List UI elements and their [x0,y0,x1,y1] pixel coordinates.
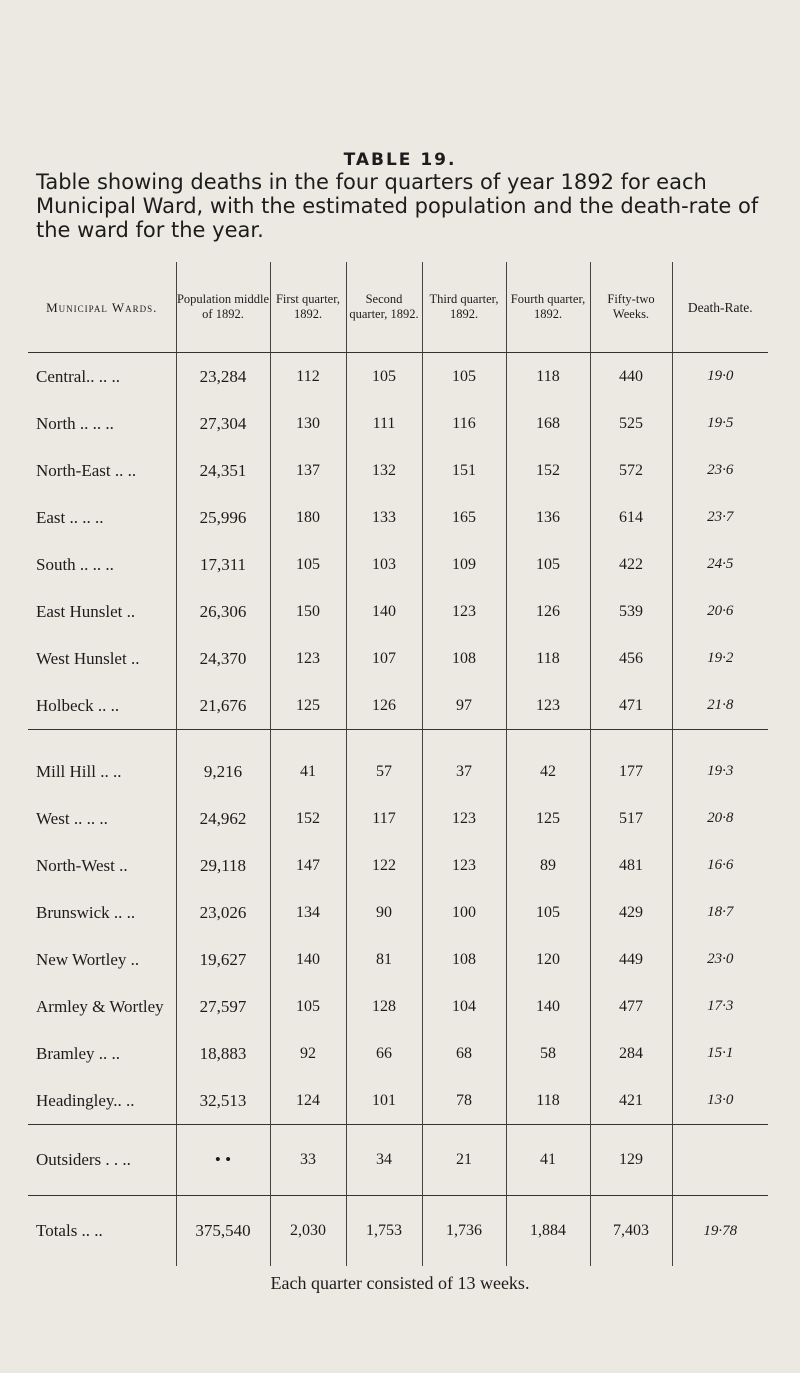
cell-q3: 105 [422,353,506,401]
cell-rate: 19·3 [672,730,768,796]
cell-rate: 13·0 [672,1077,768,1125]
cell-q3: 68 [422,1030,506,1077]
header-weeks: Fifty-two Weeks. [590,262,672,353]
outsiders-row [28,1125,768,1196]
cell-q3: 37 [422,730,506,796]
cell-weeks: 422 [590,541,672,588]
cell-q3: 104 [422,983,506,1030]
cell-ward: Headingley.. .. [28,1077,176,1125]
table-row [28,682,768,730]
cell-ward: North .. .. .. [36,413,114,433]
cell-ward: Totals .. .. [36,1221,103,1240]
cell-ward: Bramley .. .. [36,1043,121,1063]
cell-weeks: 481 [590,842,672,889]
ward-rows [28,353,768,1267]
cell-rate: 23·7 [672,494,768,541]
table-caption: Table showing deaths in the four quarters of year 1892 for each Municipal Ward, with the estimated population and the death-rate of the ward for the year. [36,170,759,242]
cell-q3: 100 [422,889,506,936]
cell-q1: 112 [270,353,346,401]
cell-q2: 81 [346,936,422,983]
cell-population: 24,351 [176,447,270,494]
cell-q4: 41 [506,1125,590,1196]
cell-weeks: 129 [590,1125,672,1196]
cell-q3: 109 [422,541,506,588]
cell-ward: East .. .. .. [36,507,104,527]
table-row [28,795,768,842]
table-row [28,936,768,983]
totals-row [28,1196,768,1267]
cell-weeks: 525 [590,400,672,447]
table-row [28,494,768,541]
cell-q1: 105 [270,983,346,1030]
table-row [28,541,768,588]
cell-population: 27,304 [176,400,270,447]
cell-q2: 1,753 [346,1196,422,1267]
cell-rate: 19·2 [672,635,768,682]
cell-q1: 41 [270,730,346,796]
cell-q2: 122 [346,842,422,889]
cell-ward: West .. .. .. [36,808,108,828]
cell-population: 9,216 [176,730,270,796]
cell-weeks: 477 [590,983,672,1030]
cell-q2: 128 [346,983,422,1030]
cell-q1: 2,030 [270,1196,346,1267]
cell-q2: 107 [346,635,422,682]
cell-rate: 20·6 [672,588,768,635]
cell-ward: Armley & Wortley [36,996,164,1016]
cell-q4: 126 [506,588,590,635]
cell-q2: 57 [346,730,422,796]
cell-rate: 16·6 [672,842,768,889]
cell-weeks: 449 [590,936,672,983]
cell-ward: New Wortley .. [36,949,140,969]
footnote: Each quarter consisted of 13 weeks. [270,1273,530,1293]
header-q2: Second quarter, 1892. [346,262,422,353]
cell-ward: South .. .. .. [36,554,114,574]
cell-q2: 34 [346,1125,422,1196]
cell-population: 26,306 [176,588,270,635]
cell-population: 29,118 [176,842,270,889]
table-row [28,588,768,635]
cell-q4: 42 [506,730,590,796]
cell-q1: 105 [270,541,346,588]
table-title: TABLE 19. [343,150,457,170]
cell-rate: 24·5 [672,541,768,588]
cell-ward: East Hunslet .. [36,601,136,621]
cell-q4: 168 [506,400,590,447]
cell-q4: 136 [506,494,590,541]
cell-ward: Holbeck .. .. [28,682,176,730]
cell-q2: 103 [346,541,422,588]
header-row [28,262,768,353]
cell-rate: 21·8 [672,682,768,730]
cell-weeks: 429 [590,889,672,936]
table-row [28,400,768,447]
cell-rate: 18·7 [672,889,768,936]
cell-rate: 19·0 [672,353,768,401]
cell-q3: 151 [422,447,506,494]
table-row [28,1030,768,1077]
cell-q2: 132 [346,447,422,494]
cell-q4: 118 [506,635,590,682]
cell-weeks: 421 [590,1077,672,1125]
cell-weeks: 177 [590,730,672,796]
cell-population: 21,676 [176,682,270,730]
cell-q1: 147 [270,842,346,889]
cell-q2: 66 [346,1030,422,1077]
header-rate: Death-Rate. [672,262,768,353]
cell-population: 23,026 [176,889,270,936]
table-row [28,889,768,936]
cell-population: 19,627 [176,936,270,983]
cell-population: 17,311 [176,541,270,588]
cell-q3: 116 [422,400,506,447]
cell-q4: 120 [506,936,590,983]
cell-q1: 137 [270,447,346,494]
table-row [28,353,768,401]
cell-q3: 108 [422,635,506,682]
cell-population: 32,513 [176,1077,270,1125]
cell-weeks: 614 [590,494,672,541]
cell-q4: 58 [506,1030,590,1077]
table-row [28,842,768,889]
table-row [28,447,768,494]
cell-q3: 123 [422,842,506,889]
cell-q2: 140 [346,588,422,635]
cell-q3: 123 [422,588,506,635]
cell-weeks: 456 [590,635,672,682]
cell-population: • • [176,1125,270,1196]
cell-q1: 140 [270,936,346,983]
cell-q3: 123 [422,795,506,842]
cell-q1: 125 [270,682,346,730]
cell-weeks: 517 [590,795,672,842]
cell-ward: North-West .. [36,855,128,875]
cell-q2: 117 [346,795,422,842]
cell-weeks: 539 [590,588,672,635]
cell-q4: 118 [506,1077,590,1125]
cell-q2: 126 [346,682,422,730]
cell-q2: 111 [346,400,422,447]
cell-ward: Mill Hill .. .. [36,761,122,781]
cell-q1: 150 [270,588,346,635]
cell-ward: Outsiders . . .. [28,1125,176,1196]
cell-q1: 123 [270,635,346,682]
cell-q2: 133 [346,494,422,541]
table-row [28,983,768,1030]
cell-population: 375,540 [176,1196,270,1267]
cell-rate [672,1125,768,1196]
cell-population: 23,284 [176,353,270,401]
cell-q1: 33 [270,1125,346,1196]
cell-q4: 152 [506,447,590,494]
cell-q1: 124 [270,1077,346,1125]
table-row [28,730,768,796]
cell-q1: 92 [270,1030,346,1077]
cell-q1: 152 [270,795,346,842]
cell-q4: 125 [506,795,590,842]
table-row [28,1077,768,1125]
cell-q4: 1,884 [506,1196,590,1267]
cell-ward: North-East .. .. [36,460,137,480]
table-row [28,635,768,682]
cell-q1: 180 [270,494,346,541]
cell-q4: 89 [506,842,590,889]
cell-rate: 17·3 [672,983,768,1030]
cell-rate: 23·0 [672,936,768,983]
cell-population: 18,883 [176,1030,270,1077]
header-ward: Municipal Wards. [28,262,176,353]
cell-weeks: 471 [590,682,672,730]
cell-q4: 118 [506,353,590,401]
cell-rate: 19·5 [672,400,768,447]
header-q3: Third quarter, 1892. [422,262,506,353]
cell-ward: Central.. .. .. [36,366,121,386]
cell-ward: West Hunslet .. [36,648,140,668]
cell-q3: 1,736 [422,1196,506,1267]
cell-q3: 165 [422,494,506,541]
cell-q4: 140 [506,983,590,1030]
header-q1: First quarter, 1892. [270,262,346,353]
cell-weeks: 572 [590,447,672,494]
header-q4: Fourth quarter, 1892. [506,262,590,353]
cell-q4: 105 [506,889,590,936]
cell-rate: 15·1 [672,1030,768,1077]
cell-ward: Brunswick .. .. [36,902,136,922]
cell-q4: 105 [506,541,590,588]
cell-q3: 97 [422,682,506,730]
cell-q3: 108 [422,936,506,983]
cell-population: 24,962 [176,795,270,842]
cell-q2: 101 [346,1077,422,1125]
cell-q1: 130 [270,400,346,447]
cell-q4: 123 [506,682,590,730]
cell-rate: 23·6 [672,447,768,494]
cell-population: 24,370 [176,635,270,682]
cell-q1: 134 [270,889,346,936]
cell-rate: 19·78 [672,1196,768,1267]
cell-rate: 20·8 [672,795,768,842]
cell-population: 27,597 [176,983,270,1030]
cell-q2: 105 [346,353,422,401]
cell-weeks: 284 [590,1030,672,1077]
deaths-table [28,262,768,1266]
cell-q2: 90 [346,889,422,936]
cell-population: 25,996 [176,494,270,541]
cell-q3: 78 [422,1077,506,1125]
header-population: Population middle of 1892. [176,262,270,353]
cell-weeks: 7,403 [590,1196,672,1267]
cell-q3: 21 [422,1125,506,1196]
cell-weeks: 440 [590,353,672,401]
